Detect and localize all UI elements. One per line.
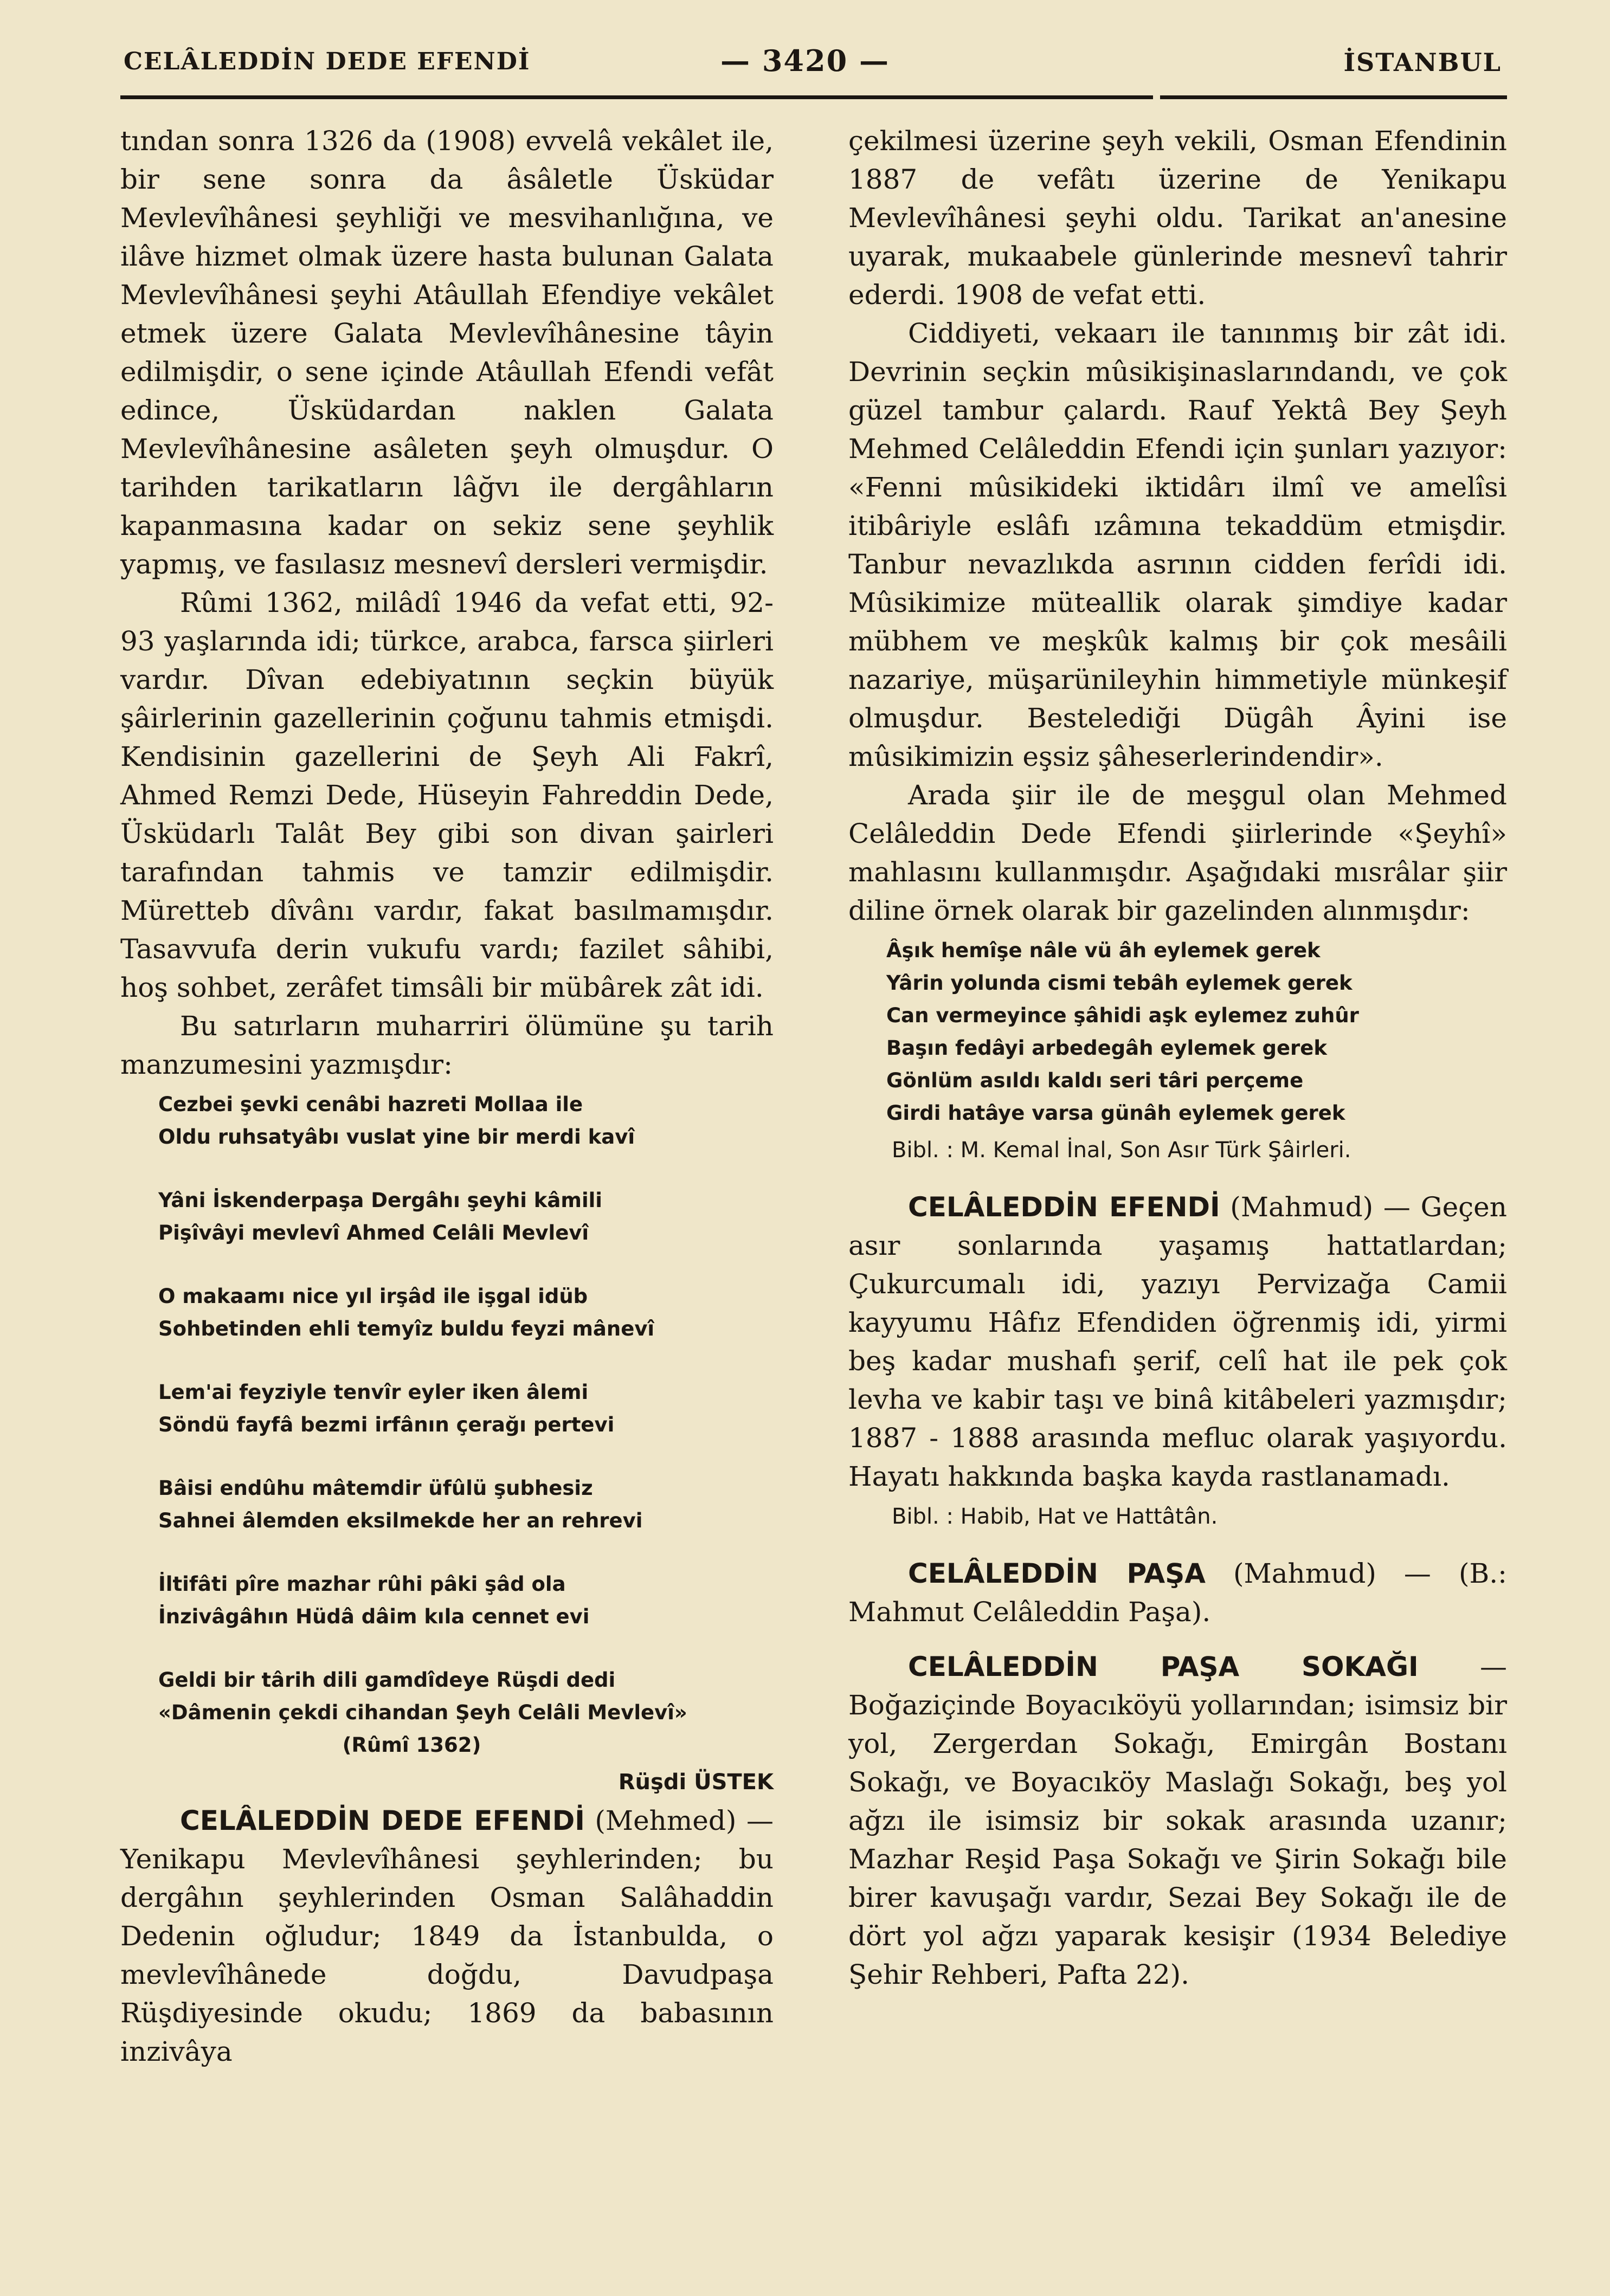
entry-heading: CELÂLEDDİN EFENDİ xyxy=(908,1191,1220,1223)
entry-text: (Mahmud) — (B.: Mahmut Celâleddin Paşa). xyxy=(848,1558,1508,1628)
author-signature: Rüşdi ÜSTEK xyxy=(618,1770,774,1795)
poem-line: Bâisi endûhu mâtemdir üfûlü şubhesiz xyxy=(158,1476,593,1500)
poem-line: İltifâti pîre mazhar rûhi pâki şâd ola xyxy=(158,1572,566,1596)
poem-stanza xyxy=(158,1664,774,1762)
poem-line: «Dâmenin çekdi cihandan Şeyh Celâli Mevlevî» xyxy=(158,1701,687,1724)
poem-year: (Rûmî 1362) xyxy=(342,1733,481,1757)
bibliography: Bibl. : Habib, Hat ve Hattâtân. xyxy=(892,1504,1218,1529)
chronogram-poem xyxy=(120,1088,774,1762)
entry-text: (Mahmud) — Geçen asır sonlarında yaşamış hattatlardan; Çukurcumalı idi, yazıyı Pervizağa Camii kayyumu Hâfız Efendiden öğrenmiş idi, yirmi beş kadar mushafı şerif, celî hat ile pek çok levha ve kabir taşı ve binâ kitâbeleri yazmışdır; 1887 - 1888 arasında mefluc olarak yaşıyordu. Hayatı hakkında başka kayda rastlanamadı. xyxy=(848,1191,1507,1492)
running-head-right: İSTANBUL xyxy=(1343,48,1502,77)
paragraph: çekilmesi üzerine şeyh vekili, Osman Efendinin 1887 de vefâtı üzerine de Yenikapu Mevlevîhânesi şeyhi oldu. Tarikat an'anesine uyarak, mukaabele günlerinde mesnevî tahrir ederdi. 1908 de vefat etti. xyxy=(848,125,1507,311)
entry-paragraph xyxy=(848,1188,1507,1496)
poem-line: Söndü fayfâ bezmi irfânın çerağı pertevi xyxy=(158,1413,615,1436)
header-rule-right xyxy=(1160,95,1507,99)
poem-line: Sahnei âlemden eksilmekde her an rehrevi xyxy=(158,1509,643,1532)
poem-line: Sohbetinden ehli temyîz buldu feyzi mânevî xyxy=(158,1317,655,1340)
header-rule-left xyxy=(120,95,1153,99)
poem-stanza xyxy=(158,1376,774,1441)
paragraph: Arada şiir ile de meşgul olan Mehmed Celâleddin Dede Efendi şiirlerinde «Şeyhî» mahlasını kullanmışdır. Aşağıdaki mısrâlar şiir diline örnek olarak bir gazelinden alınmışdır: xyxy=(848,779,1507,926)
spacer xyxy=(848,1631,1507,1648)
page-number: — 3420 — xyxy=(720,43,890,78)
running-head-left: CELÂLEDDİN DEDE EFENDİ xyxy=(124,48,531,75)
poem-stanza xyxy=(158,1280,774,1345)
poem-stanza xyxy=(158,1184,774,1249)
poem-line: O makaamı nice yıl irşâd ile işgal idüb xyxy=(158,1285,588,1308)
poem-stanza xyxy=(158,1088,774,1153)
entry-paragraph xyxy=(848,1648,1507,1994)
poem-line: Âşık hemîşe nâle vü âh eylemek gerek xyxy=(886,939,1321,962)
paragraph: Bu satırların muharriri ölümüne şu tarih manzumesini yazmışdır: xyxy=(120,1010,774,1080)
poem-line: Başın fedâyi arbedegâh eylemek gerek xyxy=(886,1036,1327,1060)
poem-line: Cezbei şevki cenâbi hazreti Mollaa ile xyxy=(158,1093,583,1116)
gazel-verse xyxy=(848,934,1507,1130)
poem-line: Geldi bir târih dili gamdîdeye Rüşdi dedi xyxy=(158,1668,616,1692)
poem-line: İnzivâgâhın Hüdâ dâim kıla cennet evi xyxy=(158,1605,590,1628)
poem-line: Can vermeyince şâhidi aşk eylemez zuhûr xyxy=(886,1004,1359,1027)
paragraph: Rûmi 1362, milâdî 1946 da vefat etti, 92-93 yaşlarında idi; türkce, arabca, farsca şiirleri vardır. Dîvan edebiyatının seçkin büyük şâirlerinin gazellerinin çoğunu tahmis etmişdi. Kendisinin gazellerini de Şeyh Ali Fakrî, Ahmed Remzi Dede, Hüseyin Fahreddin Dede, Üsküdarlı Talât Bey gibi son divan şairleri tarafından tahmis ve tamzir edilmişdir. Müretteb dîvânı vardır, fakat basılmamışdır. Tasavvufa derin vukufu vardı; fazilet sâhibi, hoş sohbet, zerâfet timsâli bir mübârek zât idi. xyxy=(120,587,774,1003)
poem-line: Lem'ai feyziyle tenvîr eyler iken âlemi xyxy=(158,1381,589,1404)
entry-paragraph xyxy=(120,1802,774,2071)
entry-heading: CELÂLEDDİN DEDE EFENDİ xyxy=(180,1805,585,1836)
poem-stanza xyxy=(158,1568,774,1633)
poem-line: Yâni İskenderpaşa Dergâhı şeyhi kâmili xyxy=(158,1189,602,1212)
entry-text: (Mehmed) — Yenikapu Mevlevîhânesi şeyhlerinden; bu dergâhın şeyhlerinden Osman Salâhaddin Dedenin oğludur; 1849 da İstanbulda, o mevlevîhânede doğdu, Davudpaşa Rüşdiyesinde okudu; 1869 da babasının inzivâya xyxy=(120,1805,774,2067)
poem-line: Yârin yolunda cismi tebâh eylemek gerek xyxy=(886,971,1353,995)
entry-heading: CELÂLEDDİN PAŞA SOKAĞI xyxy=(908,1651,1419,1682)
left-column xyxy=(120,122,774,2071)
bibliography: Bibl. : M. Kemal İnal, Son Asır Türk Şâirleri. xyxy=(892,1138,1351,1163)
poem-line: Oldu ruhsatyâbı vuslat yine bir merdi kavî xyxy=(158,1125,635,1149)
entry-text: — Boğaziçinde Boyacıköyü yollarından; isimsiz bir yol, Zergerdan Sokağı, Emirgân Bostanı Sokağı, ve Boyacıköy Maslağı Sokağı, beş yol ağzı ile isimsiz bir sokak arasında uzanır; Mazhar Reşid Paşa Sokağı ve Şirin Sokağı bile birer kavuşağı vardır, Sezai Bey Sokağı ile de dört yol ağzı yaparak kesişir (1934 Belediye Şehir Rehberi, Pafta 22). xyxy=(848,1651,1507,1990)
poem-line: Pişîvâyi mevlevî Ahmed Celâli Mevlevî xyxy=(158,1221,589,1244)
poem-line: Gönlüm asıldı kaldı seri târi perçeme xyxy=(886,1069,1304,1092)
entry-paragraph xyxy=(848,1555,1507,1631)
paragraph: tından sonra 1326 da (1908) evvelâ vekâlet ile, bir sene sonra da âsâletle Üsküdar Mevlevîhânesi şeyhliği ve mesvihanlığına, ve ilâve hizmet olmak üzere hasta bulunan Galata Mevlevîhânesi şeyhi Atâullah Efendiye vekâlet etmek üzere Galata Mevlevîhânesine tâyin edilmişdir, o sene içinde Atâullah Efendi vefât edince, Üsküdardan naklen Galata Mevlevîhânesine asâleten şeyh olmuşdur. O tarihden tarikatların lâğvı ile dergâhların kapanmasına kadar on sekiz sene şeyhlik yapmış, ve fasılasız mesnevî dersleri vermişdir. xyxy=(120,125,774,580)
right-column xyxy=(848,122,1507,1994)
poem-line: Girdi hatâye varsa günâh eylemek gerek xyxy=(886,1101,1345,1125)
poem-stanza xyxy=(158,1472,774,1537)
paragraph: Ciddiyeti, vekaarı ile tanınmış bir zât idi. Devrinin seçkin mûsikişinaslarındandı, ve çok güzel tambur çalardı. Rauf Yektâ Bey Şeyh Mehmed Celâleddin Efendi için şunları yazıyor: «Fenni mûsikideki iktidârı ilmî ve amelîsi itibâriyle eslâfı ızâmına tekaddüm etmişdir. Tanbur nevazlıkda asrının cidden ferîdi idi. Mûsikimize müteallik olarak şimdiye kadar mübhem ve meşkûk kalmış bir çok mesâili nazariye, müşarünileyhin himmetiyle münkeşif olmuşdur. Bestelediği Dügâh Âyini ise mûsikimizin eşsiz şâheserlerindendir». xyxy=(848,318,1507,772)
entry-heading: CELÂLEDDİN PAŞA xyxy=(908,1558,1206,1589)
